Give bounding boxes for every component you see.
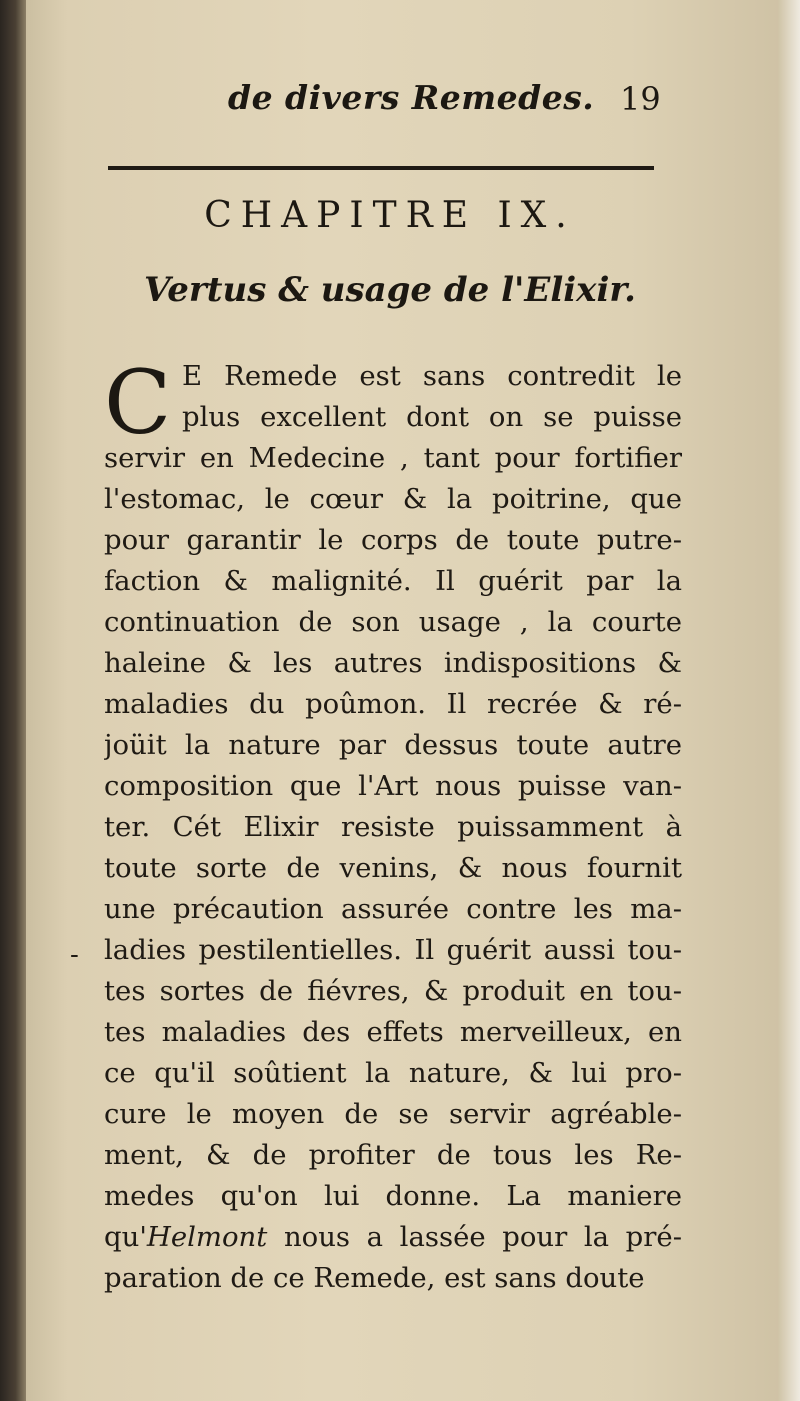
text-line: ment, & de profiter de tous les Re- [104,1139,682,1171]
body-paragraph [104,351,682,1299]
drop-cap: C [104,351,172,454]
chapter-heading: CHAPITRE IX. [204,195,576,236]
text-line: continuation de son usage , la courte [104,606,682,638]
page-header [100,78,680,128]
text-line: composition que l'Art nous puisse van- [104,770,682,802]
text-line: haleine & les autres indispositions & [104,647,682,679]
text-line: l'estomac, le cœur & la poitrine, que [104,483,682,515]
text-line: une précaution assurée contre les ma- [104,893,682,925]
text-line: ce qu'il soûtient la nature, & lui pro- [104,1057,682,1089]
text-fragment: nous a lassée pour la pré- [267,1221,682,1253]
text-line: faction & malignité. Il guérit par la [104,565,682,597]
text-line: tes maladies des effets merveilleux, en [104,1016,682,1048]
running-title: de divers Remedes. [228,78,595,117]
text-line: paration de ce Remede, est sans doute [104,1262,645,1294]
chapter-subtitle: Vertus & usage de l'Elixir. [143,270,636,310]
text-line: joüit la nature par dessus toute autre [104,729,682,761]
book-binding-edge [0,0,26,1401]
text-line: medes qu'on lui donne. La maniere [104,1180,682,1212]
italic-name: Helmont [146,1221,268,1253]
text-line-with-italic [104,1217,682,1258]
text-line: maladies du poûmon. Il recrée & ré- [104,688,682,720]
text-line: tes sortes de fiévres, & produit en tou- [104,975,682,1007]
text-line: cure le moyen de se servir agréable- [104,1098,682,1130]
text-line: ladies pestilentielles. Il guérit aussi tou- [104,934,682,966]
text-line: plus excellent dont on se puisse [182,401,682,433]
text-line: servir en Medecine , tant pour fortifier [104,442,682,474]
text-line: E Remede est sans contredit le [182,360,682,392]
text-fragment: qu' [104,1221,147,1253]
page-number: 19 [620,80,661,118]
text-line: pour garantir le corps de toute putre- [104,524,682,556]
text-line: toute sorte de venins, & nous fournit [104,852,682,884]
page-edge [778,0,800,1401]
header-rule [108,166,654,170]
margin-mark: - [70,940,79,970]
text-line: ter. Cét Elixir resiste puissamment à [104,811,682,843]
